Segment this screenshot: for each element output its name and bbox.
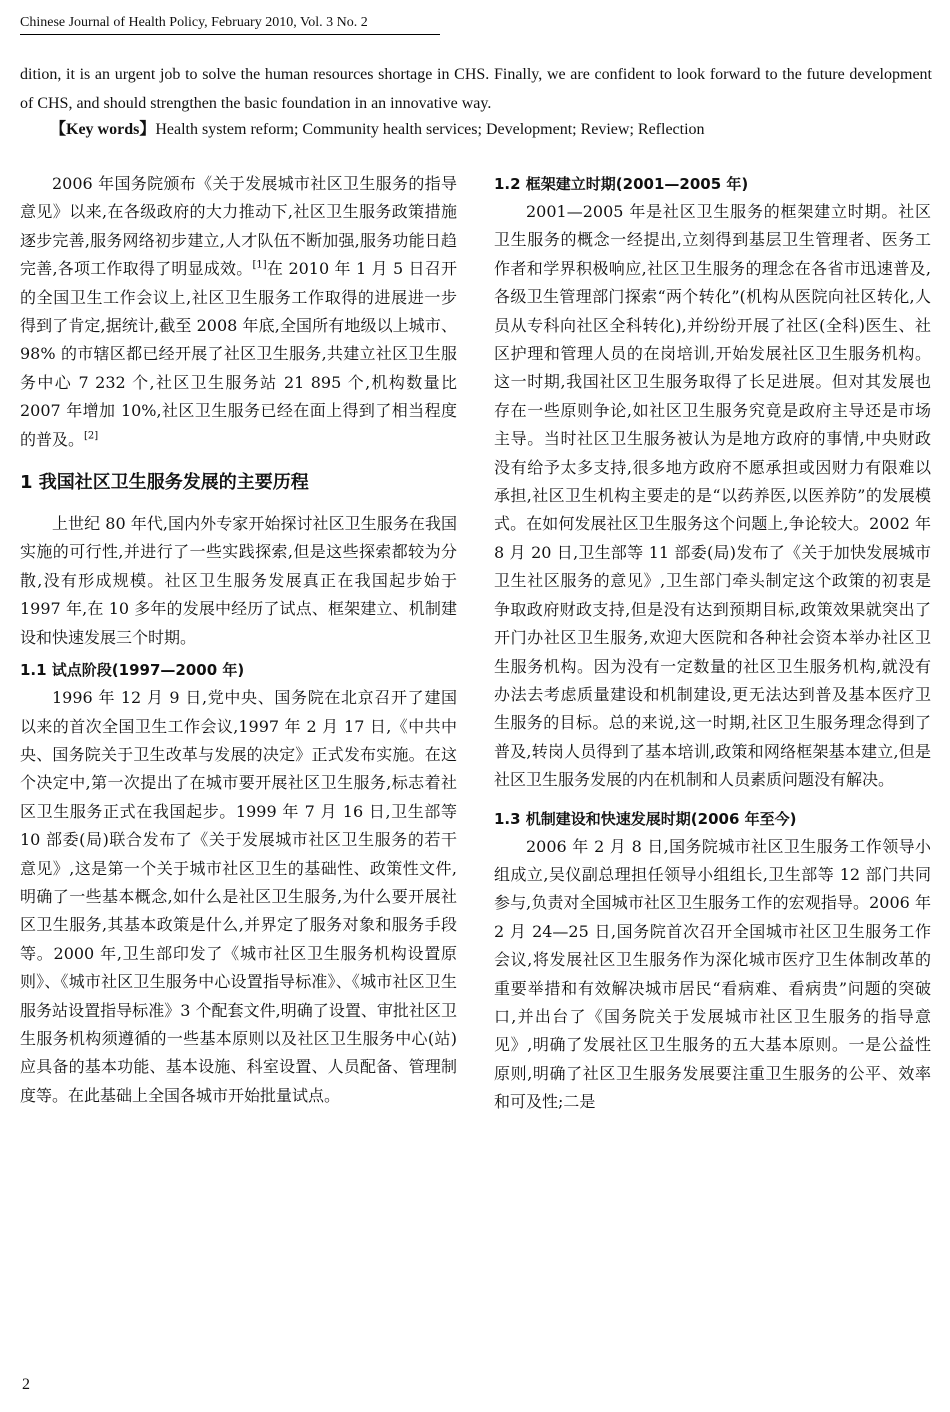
section-1-3-heading: 1.3 机制建设和快速发展时期(2006 年至今) <box>494 809 797 828</box>
intro-text-b: 在 2010 年 1 月 5 日召开的全国卫生工作会议上,社区卫生服务工作取得的进展进一步得到了肯定,据统计,截至 2008 年底,全国所有地级以上城市、98% 的市辖区都已经开展了社区卫生服务,共建立社区卫生服务中心 7 232 个,社区卫生服务站 21 895 个,机构数量比 2007 年增加 10%,社区卫生服务已经在面上得到了相当程度的普及。 <box>20 259 457 449</box>
keywords-label: 【Key words】 <box>50 121 156 138</box>
section-1-3-paragraph: 2006 年 2 月 8 日,国务院城市社区卫生服务工作领导小组成立,吴仪副总理担任领导小组组长,卫生部等 12 部门共同参与,负责对全国城市社区卫生服务工作的宏观指导。2006 年 2 月 24—25 日,国务院首次召开全国城市社区卫生服务工作会议,将发展社区卫生服务作为深化城市医疗卫生体制改革的重要举措和有效解决城市居民“看病难、看病贵”问题的突破口,并出台了《国务院关于发展城市社区卫生服务的指导意见》,明确了发展社区卫生服务的五大基本原则。一是公益性原则,明确了社区卫生服务发展要注重卫生服务的公平、效率和可及性;二是 <box>494 836 931 1112</box>
intro-paragraph <box>20 170 457 454</box>
section-1-1-heading: 1.1 试点阶段(1997—2000 年) <box>20 661 245 680</box>
keywords-text: Health system reform; Community health services; Development; Review; Reflection <box>155 121 705 138</box>
abstract-tail: dition, it is an urgent job to solve the human resources shortage in CHS. Finally, we are confident to look forward to the future development of CHS, and should strengthen the basic foundation in an innovative way. <box>20 66 932 112</box>
section-1-1-paragraph: 1996 年 12 月 9 日,党中央、国务院在北京召开了建国以来的首次全国卫生工作会议,1997 年 2 月 17 日,《中共中央、国务院关于卫生改革与发展的决定》正式发布实施。在这个决定中,第一次提出了在城市要开展社区卫生服务,标志着社区卫生服务正式在我国起步。1999 年 7 月 16 日,卫生部等 10 部委(局)联合发布了《关于发展城市社区卫生服务的若干意见》,这是第一个关于城市社区卫生的基础性、政策性文件,明确了一些基本概念,如什么是社区卫生服务,为什么要开展社区卫生服务,其基本政策是什么,并界定了服务对象和服务手段等。2000 年,卫生部印发了《城市社区卫生服务机构设置原则》、《城市社区卫生服务中心设置指导标准》、《城市社区卫生服务站设置指导标准》3 个配套文件,明确了设置、审批社区卫生服务机构须遵循的一些基本原则以及社区卫生服务中心(站)应具备的基本功能、基本设施、科室设置、人员配备、管理制度等。在此基础上全国各城市开始批量试点。 <box>20 688 457 1105</box>
left-column <box>20 170 457 1110</box>
section-1-2-paragraph: 2001—2005 年是社区卫生服务的框架建立时期。社区卫生服务的概念一经提出,立刻得到基层卫生管理者、医务工作者和学界积极响应,社区卫生服务的理念在各省市迅速普及,各级卫生管理部门探索“两个转化”(机构从医院向社区转化,人员从专科向社区全科转化),并纷纷开展了社区(全科)医生、社区护理和管理人员的在岗培训,开始发展社区卫生服务机构。这一时期,我国社区卫生服务取得了长足进展。但对其发展也存在一些原则争论,如社区卫生服务究竟是政府主导还是市场主导。当时社区卫生服务被认为是地方政府的事情,中央财政没有给予太多支持,很多地方政府不愿承担或因财力有限难以承担,社区卫生机构主要走的是“以药养医,以医养防”的发展模式。在如何发展社区卫生服务这个问题上,争论较大。2002 年 8 月 20 日,卫生部等 11 部委(局)发布了《关于加快发展城市卫生社区服务的意见》,卫生部门牵头制定这个政策的初衷是争取政府财政支持,但是没有达到预期目标,政策效果就突出了开门办社区卫生服务,欢迎大医院和各种社会资本举办社区卫生服务机构。因为没有一定数量的社区卫生服务机构,就没有办法去考虑质量建设和机制建设,更无法达到普及基本医疗卫生服务的目标。总的来说,这一时期,社区卫生服务理念得到了普及,转岗人员得到了基本培训,政策和网络框架基本建立,但是社区卫生服务发展的内在机制和人员素质问题没有解决。 <box>494 202 931 790</box>
section-1-heading: 1 我国社区卫生服务发展的主要历程 <box>20 472 309 494</box>
intro-text-a: 2006 年国务院颁布《关于发展城市社区卫生服务的指导意见》以来,在各级政府的大力推动下,社区卫生服务政策措施逐步完善,服务网络初步建立,人才队伍不断加强,服务功能日趋完善,各项工作取得了明显成效。 <box>20 174 457 279</box>
running-head: Chinese Journal of Health Policy, February 2010, Vol. 3 No. 2 <box>20 14 440 35</box>
reference-1: [1] <box>252 259 267 271</box>
section-1-2-heading: 1.2 框架建立时期(2001—2005 年) <box>494 175 749 193</box>
right-column <box>494 170 931 1117</box>
section-1-paragraph: 上世纪 80 年代,国内外专家开始探讨社区卫生服务在我国实施的可行性,并进行了一些实践探索,但是这些探索都较为分散,没有形成规模。社区卫生服务发展真正在我国起步始于 1997 年,在 10 多年的发展中经历了试点、框架建立、机制建设和快速发展三个时期。 <box>20 514 457 647</box>
page-number: 2 <box>22 1376 30 1393</box>
keywords <box>50 118 930 142</box>
reference-2: [2] <box>84 430 99 442</box>
